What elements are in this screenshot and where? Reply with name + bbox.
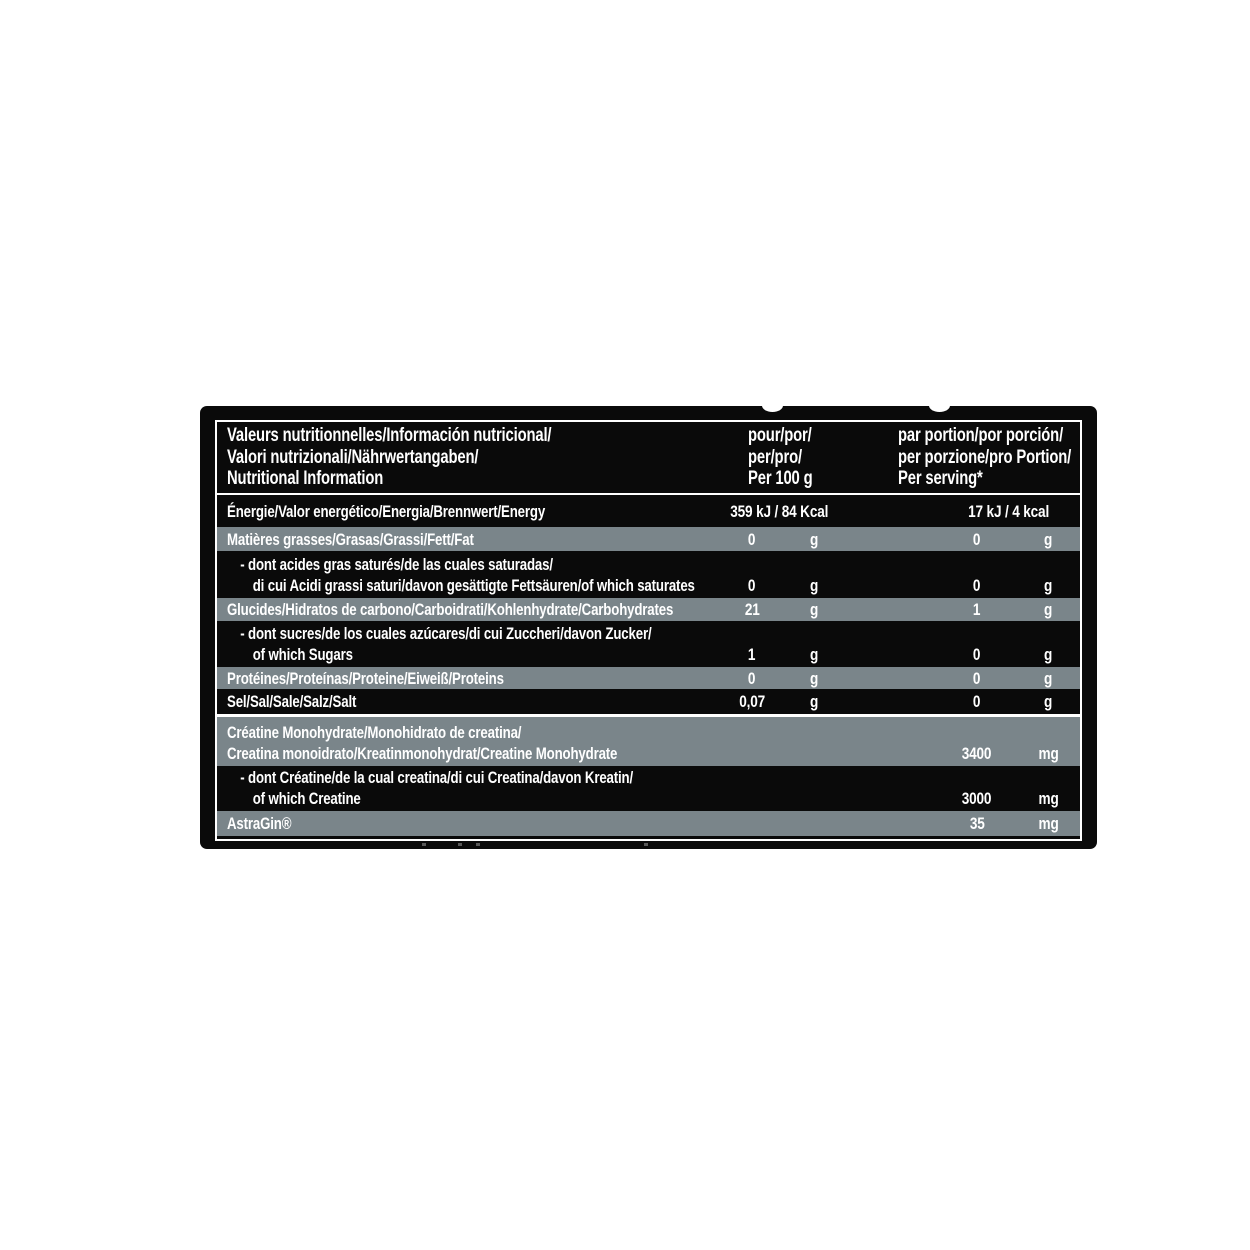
header-title-cell <box>217 425 738 490</box>
per100-unit: g <box>810 529 819 549</box>
serving-value: 3000 <box>962 789 992 808</box>
header-per100-cell <box>738 425 888 490</box>
serving-value: 0 <box>973 529 981 549</box>
row-label: - dont sucres/de los cuales azúcares/di cui Zuccheri/davon Zucker/ of which Sugars <box>240 624 652 664</box>
table-row-astragin <box>217 811 1080 836</box>
speck-artifact <box>644 843 648 846</box>
per100-value: 21 <box>744 600 760 619</box>
serving-unit: mg <box>1038 744 1059 763</box>
header-serving-line: Per serving* <box>898 468 983 490</box>
table-row-saturates <box>217 551 1080 598</box>
serving-unit: g <box>1044 576 1053 595</box>
row-label: AstraGin® <box>227 814 292 833</box>
table-row-energy <box>217 495 1080 527</box>
serving-value: 35 <box>969 814 985 833</box>
header-per100-line: Per 100 g <box>748 468 813 490</box>
serving-unit: g <box>1044 645 1053 664</box>
energy-per100-value: 359 kJ / 84 Kcal <box>730 501 829 521</box>
serving-unit: mg <box>1038 814 1059 833</box>
per100-value: 1 <box>748 645 756 664</box>
table-row-creatine-monohydrate <box>217 717 1080 766</box>
per100-value: 0 <box>748 668 756 688</box>
row-label: Matières grasses/Grasas/Grassi/Fett/Fat <box>227 529 474 549</box>
per100-unit: g <box>810 692 819 711</box>
serving-value: 0 <box>973 576 981 595</box>
row-label: - dont Créatine/de la cual creatina/di cui Creatina/davon Kreatin/ of which Creatine <box>240 768 634 808</box>
serving-unit: g <box>1044 600 1053 619</box>
header-per100-line: per/pro/ <box>748 446 802 468</box>
table-header-row <box>217 422 1080 495</box>
serving-value: 0 <box>973 668 981 688</box>
table-row-sugars <box>217 621 1080 667</box>
per100-unit: g <box>810 576 819 595</box>
header-serving-line: par portion/por porción/ <box>898 425 1064 447</box>
row-label: Sel/Sal/Sale/Salz/Salt <box>227 692 357 711</box>
per100-value: 0 <box>748 576 756 595</box>
per100-value: 0,07 <box>739 692 765 711</box>
nutrition-table <box>215 420 1082 841</box>
speck-artifact <box>476 843 480 846</box>
serving-unit: g <box>1044 692 1053 711</box>
table-row-fat <box>217 527 1080 551</box>
header-title-line: Valeurs nutritionnelles/Información nutricional/ <box>227 425 552 447</box>
nutrition-label-panel <box>200 406 1097 849</box>
table-row-proteins <box>217 667 1080 689</box>
row-label: Énergie/Valor energético/Energia/Brennwert/Energy <box>227 501 546 521</box>
speck-artifact <box>458 843 462 846</box>
table-row-salt <box>217 689 1080 714</box>
per100-unit: g <box>810 645 819 664</box>
cropped-glyph-artifact <box>929 399 950 412</box>
speck-artifact <box>422 843 426 846</box>
energy-serving-value: 17 kJ / 4 kcal <box>968 501 1049 521</box>
row-label: Protéines/Proteínas/Proteine/Eiweiß/Proteins <box>227 668 504 688</box>
header-per100-line: pour/por/ <box>748 425 812 447</box>
row-label: Créatine Monohydrate/Monohidrato de creatina/ Creatina monoidrato/Kreatinmonohydrat/Creatine Monohydrate <box>227 723 618 763</box>
header-serving-cell <box>888 425 1082 490</box>
serving-value: 0 <box>973 692 981 711</box>
header-title-line: Valori nutrizionali/Nährwertangaben/ <box>227 446 479 468</box>
per100-unit: g <box>810 668 819 688</box>
header-title-line: Nutritional Information <box>227 468 384 490</box>
serving-value: 0 <box>973 645 981 664</box>
cropped-glyph-artifact <box>762 399 783 412</box>
serving-unit: g <box>1044 529 1053 549</box>
serving-value: 1 <box>973 600 981 619</box>
table-row-of-which-creatine <box>217 766 1080 811</box>
per100-value: 0 <box>748 529 756 549</box>
row-label: Glucides/Hidratos de carbono/Carboidrati/Kohlenhydrate/Carbohydrates <box>227 600 674 619</box>
serving-value: 3400 <box>962 744 992 763</box>
per100-unit: g <box>810 600 819 619</box>
row-label: - dont acides gras saturés/de las cuales saturadas/ di cui Acidi grassi saturi/davon gesättigte Fettsäuren/of which saturates <box>240 555 695 595</box>
serving-unit: mg <box>1038 789 1059 808</box>
table-row-carbohydrates <box>217 598 1080 621</box>
serving-unit: g <box>1044 668 1053 688</box>
header-serving-line: per porzione/pro Portion/ <box>898 446 1072 468</box>
